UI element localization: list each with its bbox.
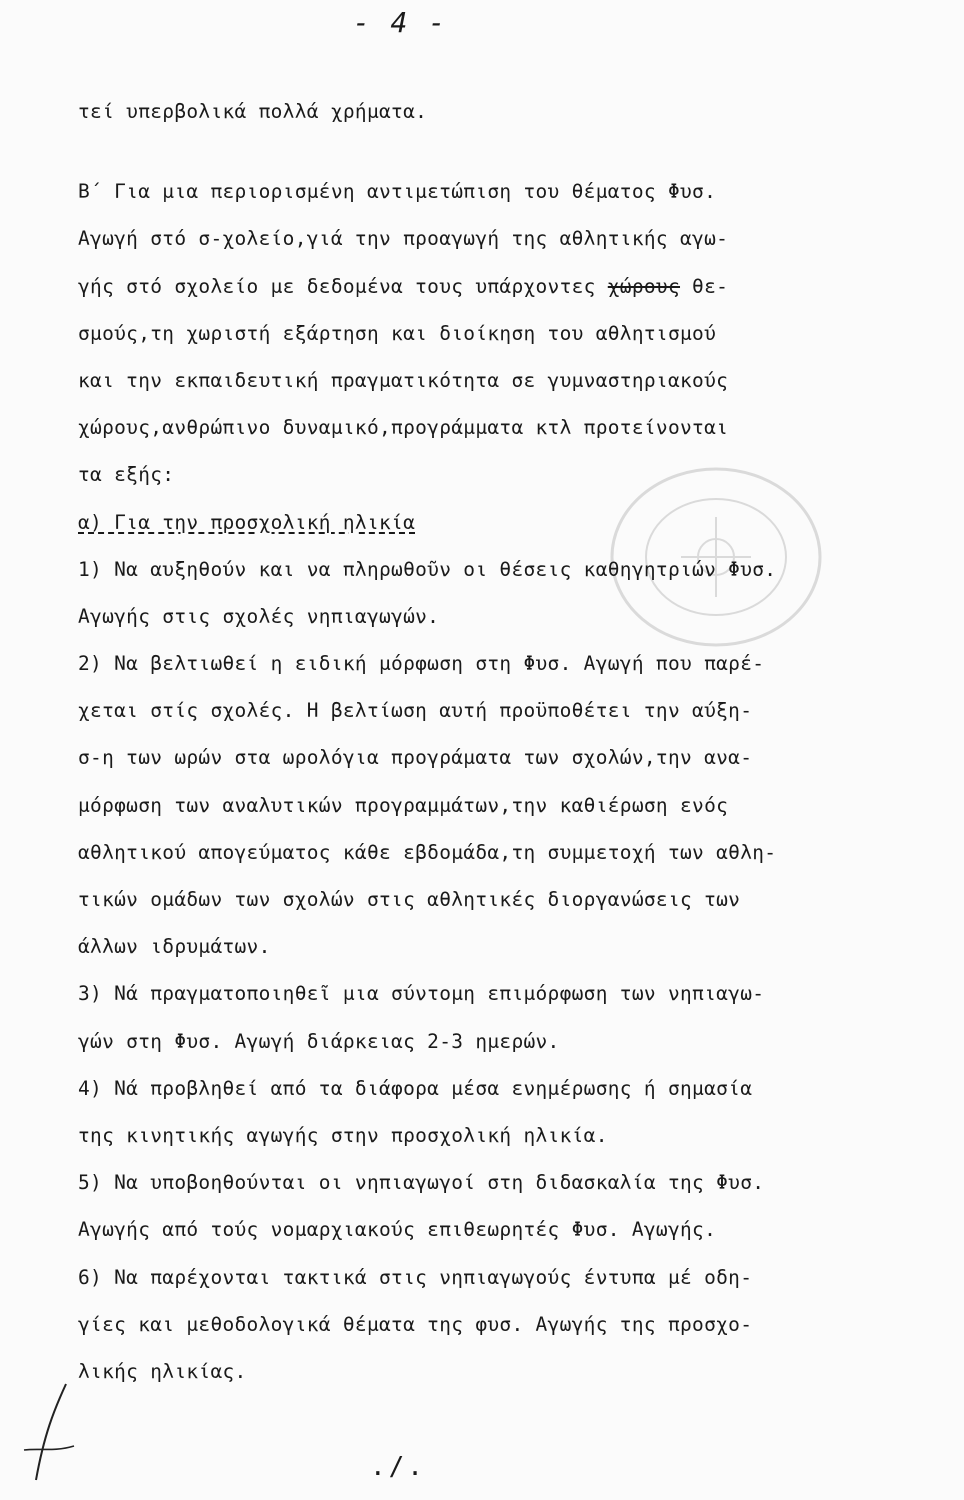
text-line: τικών ομάδων των σχολών στις αθλητικές διοργανώσεις των	[78, 888, 741, 911]
struck-out-word: χώρους	[607, 274, 681, 298]
handwritten-mark-icon	[14, 1380, 84, 1490]
text-line: χώρους,ανθρώπινο δυναμικό,προγράμματα κτλ προτείνονται	[78, 416, 729, 440]
blank-line	[78, 135, 918, 168]
section-heading: Β΄ Για μια περιορισμένη αντιμετώπιση του θέματος Φυσ.	[78, 180, 717, 204]
text-line: Αγωγής στις σχολές νηπιαγωγών.	[78, 604, 440, 628]
list-item: 4) Νά προβληθεί από τα διάφορα μέσα ενημέρωσης ή σημασία	[78, 1076, 753, 1100]
text-line: λικής ηλικίας.	[78, 1359, 247, 1383]
text-line: Αγωγή στό σ-χολείο,γιά την προαγωγή της αθλητικής αγω-	[78, 227, 729, 251]
continuation-mark: ./.	[370, 1452, 426, 1482]
document-body	[78, 88, 918, 1395]
text-line: μόρφωση των αναλυτικών προγραμμάτων,την καθιέρωση ενός	[78, 793, 729, 817]
text-line: τεί υπερβολικά πολλά χρήματα.	[78, 100, 428, 123]
list-item: 6) Να παρέχονται τακτικά στις νηπιαγωγούς έντυπα μέ οδη-	[78, 1265, 753, 1289]
list-item: 1) Να αυξηθούν και να πληρωθοῦν οι θέσεις καθηγητριών Φυσ.	[78, 557, 777, 581]
text-line: αθλητικού απογεύματος κάθε εβδομάδα,τη συμμετοχή των αθλη-	[78, 840, 777, 864]
text-line: τα εξής:	[78, 463, 175, 487]
list-item: 5) Να υποβοηθούνται οι νηπιαγωγοί στη διδασκαλία της Φυσ.	[78, 1171, 765, 1195]
text-line: γίες και μεθοδολογικά θέματα της φυσ. Αγωγής της προσχο-	[78, 1312, 753, 1336]
text-line: σμούς,τη χωριστή εξάρτηση και διοίκηση του αθλητισμού	[78, 321, 717, 345]
text-line: σ-η των ωρών στα ωρολόγια προγράματα των σχολών,την ανα-	[78, 746, 753, 770]
text-segment: γής στό σχολείο με δεδομένα τους υπάρχοντες	[78, 274, 608, 298]
page-number: - 4 -	[352, 6, 448, 39]
text-line: χεται στίς σχολές. Η βελτίωση αυτή προϋποθέτει την αύξη-	[78, 699, 753, 723]
list-item: 2) Να βελτιωθεί η ειδική μόρφωση στη Φυσ. Αγωγή που παρέ-	[78, 652, 765, 676]
text-line: άλλων ιδρυμάτων.	[78, 935, 271, 959]
text-line	[78, 263, 918, 310]
text-line: της κινητικής αγωγής στην προσχολική ηλικία.	[78, 1123, 608, 1147]
subsection-heading-text: α) Για την προσχολική ηλικία	[78, 510, 416, 534]
text-segment: θε-	[680, 274, 729, 298]
list-item: 3) Νά πραγματοποιηθεῖ μια σύντομη επιμόρφωση των νηπιαγω-	[78, 982, 765, 1006]
subsection-heading	[78, 499, 918, 546]
text-line: γών στη Φυσ. Αγωγή διάρκειας 2-3 ημερών.	[78, 1029, 560, 1053]
text-line: Αγωγής από τούς νομαρχιακούς επιθεωρητές Φυσ. Αγωγής.	[78, 1218, 717, 1242]
text-line: και την εκπαιδευτική πραγματικότητα σε γυμναστηριακούς	[78, 368, 729, 392]
